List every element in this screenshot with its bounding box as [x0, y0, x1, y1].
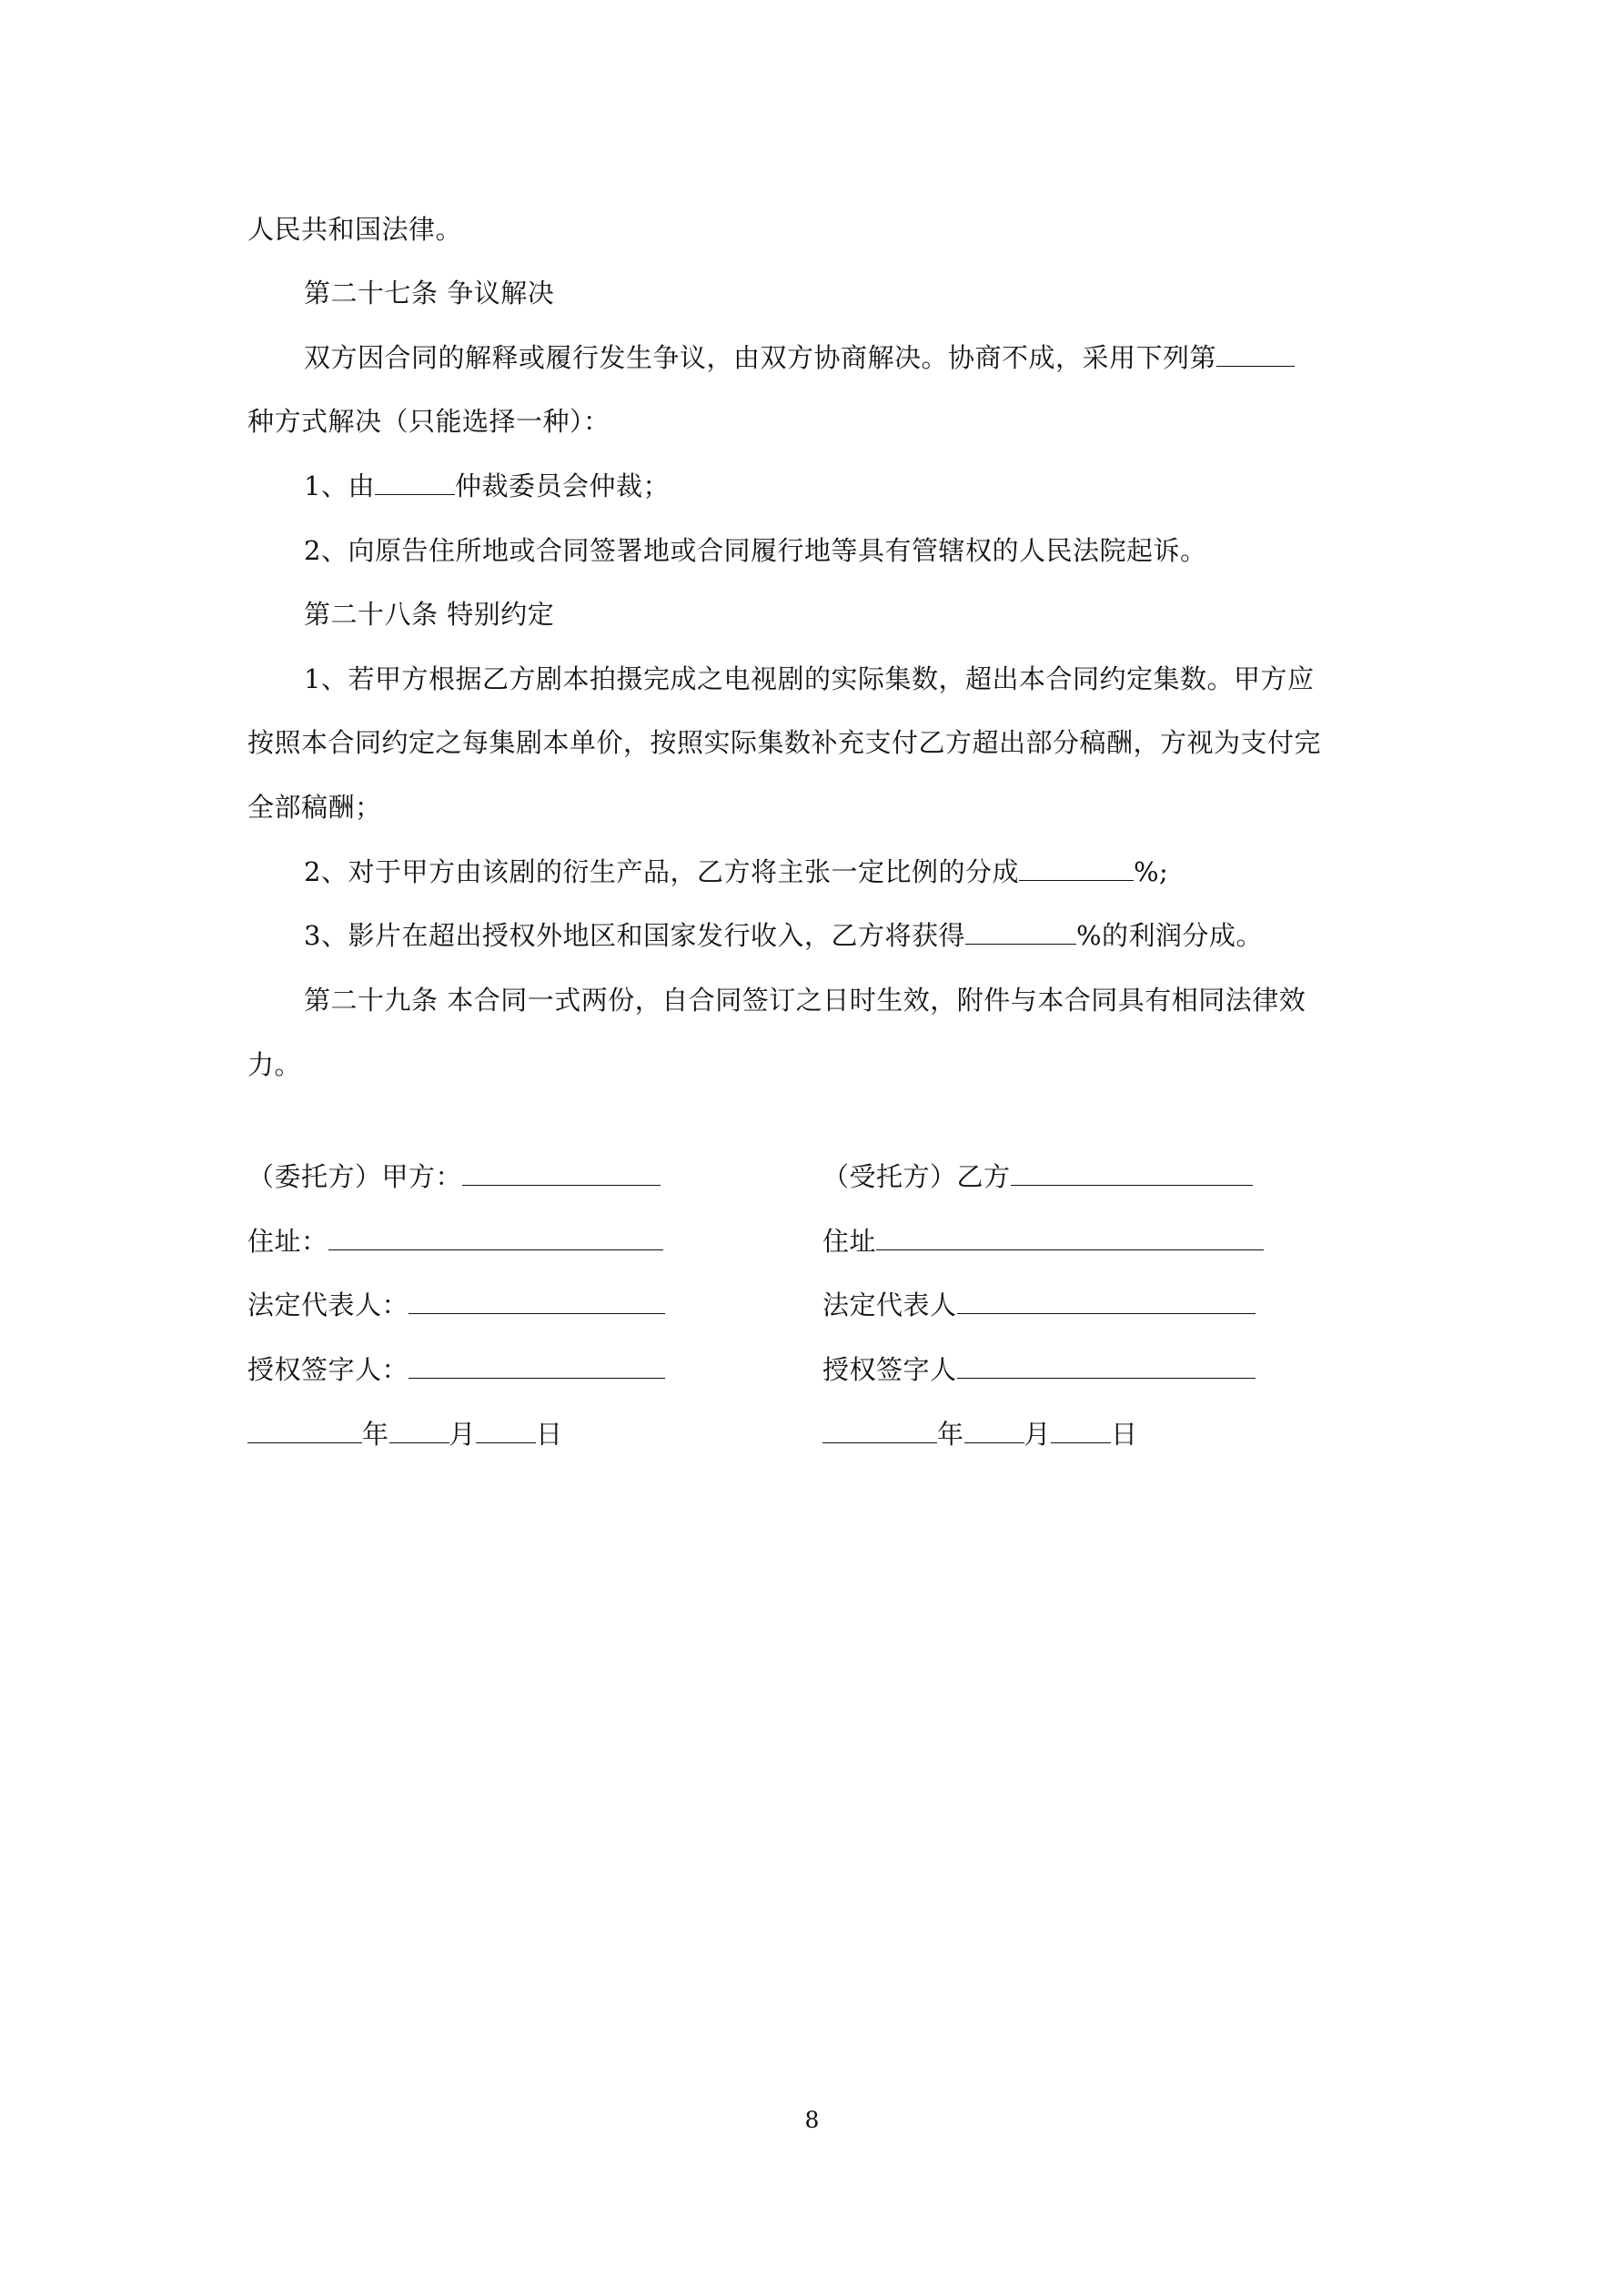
party-a-rep-line: 法定代表人：	[247, 1287, 665, 1323]
article-29-line-1: 第二十九条 本合同一式两份，自合同签订之日时生效，附件与本合同具有相同法律效	[304, 985, 1306, 1016]
party-b-rep-blank[interactable]	[957, 1288, 1256, 1314]
party-a-name-blank[interactable]	[462, 1159, 661, 1186]
party-a-rep-blank[interactable]	[409, 1288, 665, 1314]
special-clause-2: 2、对于甲方由该剧的衍生产品，乙方将主张一定比例的分成 %;	[304, 856, 1169, 887]
article-27-heading: 第二十七条 争议解决	[304, 278, 555, 308]
party-a-address-line: 住址：	[247, 1223, 663, 1259]
arbitration-committee-blank[interactable]	[375, 469, 455, 495]
party-b-address-blank[interactable]	[876, 1224, 1264, 1250]
overseas-share-blank[interactable]	[965, 918, 1076, 945]
party-b-name-blank[interactable]	[1011, 1159, 1253, 1186]
party-b-year-blank[interactable]	[822, 1417, 937, 1443]
special-clause-1-line-3: 全部稿酬；	[247, 792, 382, 823]
party-b-rep-line: 法定代表人	[822, 1287, 1256, 1323]
special-clause-3: 3、影片在超出授权外地区和国家发行收入，乙方将获得 %的利润分成。	[304, 920, 1264, 951]
dispute-paragraph-line-2: 种方式解决（只能选择一种）：	[247, 406, 610, 437]
litigation-option: 2、向原告住所地或合同签署地或合同履行地等具有管辖权的人民法院起诉。	[304, 535, 1207, 566]
party-a-day-blank[interactable]	[476, 1417, 536, 1443]
article-28-heading: 第二十八条 特别约定	[304, 599, 555, 630]
article-29-line-2: 力。	[247, 1049, 302, 1080]
dispute-paragraph-line-1: 双方因合同的解释或履行发生争议，由双方协商解决。协商不成，采用下列第	[304, 339, 1295, 376]
party-b-address-line: 住址	[822, 1223, 1264, 1259]
derivative-share-blank[interactable]	[1019, 855, 1134, 881]
method-number-blank[interactable]	[1216, 340, 1295, 367]
special-clause-1-line-2: 按照本合同约定之每集剧本单价，按照实际集数补充支付乙方超出部分稿酬，方视为支付完	[247, 727, 1322, 758]
party-b-signatory-blank[interactable]	[957, 1352, 1256, 1379]
party-a-line: （委托方）甲方：	[247, 1158, 661, 1195]
paragraph-law-end: 人民共和国法律。	[247, 214, 463, 245]
party-b-month-blank[interactable]	[964, 1417, 1024, 1443]
party-a-date-line: 年 月 日	[247, 1416, 563, 1452]
party-b-day-blank[interactable]	[1051, 1417, 1111, 1443]
party-a-address-blank[interactable]	[328, 1224, 663, 1250]
party-a-signatory-blank[interactable]	[409, 1352, 665, 1379]
party-a-month-blank[interactable]	[389, 1417, 449, 1443]
party-a-year-blank[interactable]	[247, 1417, 362, 1443]
party-b-signatory-line: 授权签字人	[822, 1351, 1256, 1388]
party-b-date-line: 年 月 日	[822, 1416, 1138, 1452]
party-b-line: （受托方）乙方	[822, 1158, 1253, 1195]
party-a-signatory-line: 授权签字人：	[247, 1351, 665, 1388]
special-clause-1-line-1: 1、若甲方根据乙方剧本拍摄完成之电视剧的实际集数，超出本合同约定集数。甲方应	[304, 663, 1315, 694]
page-number: 8	[804, 2107, 820, 2133]
arbitration-option: 1、由 仲裁委员会仲裁；	[304, 470, 670, 501]
